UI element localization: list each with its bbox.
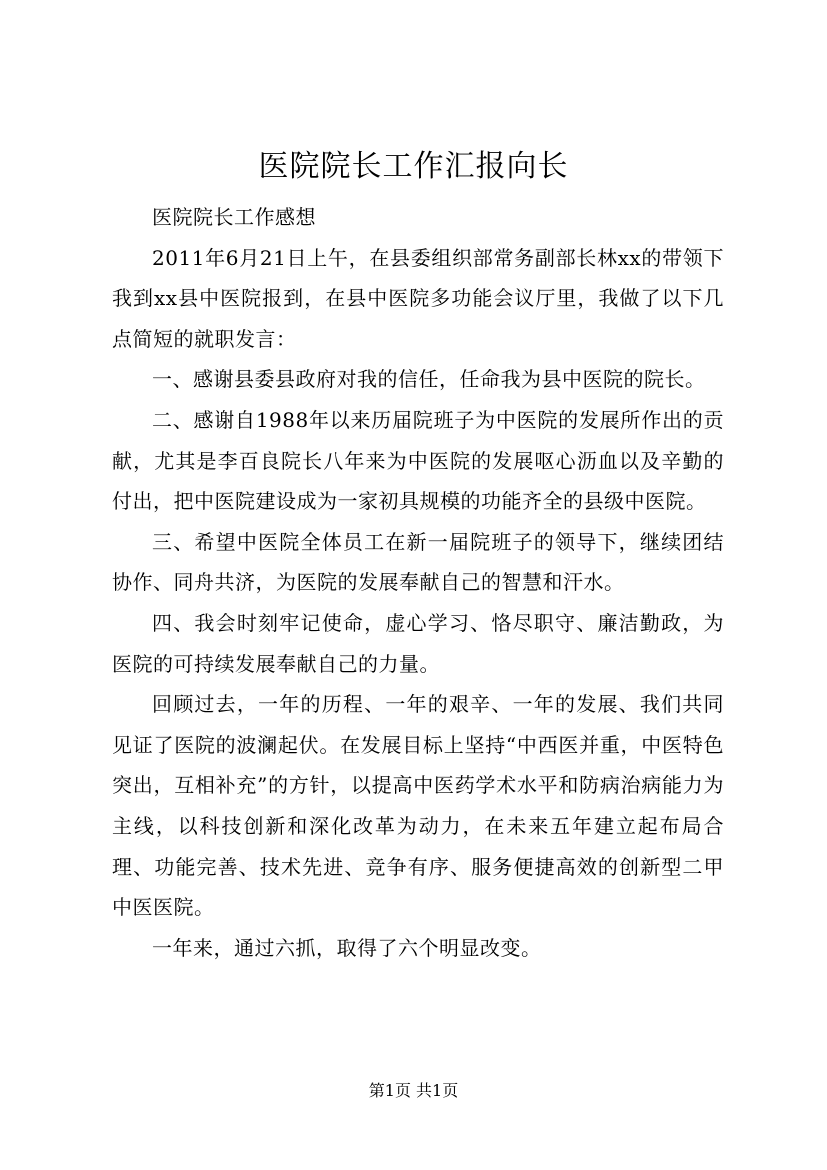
paragraph-point-1: 一、感谢县委县政府对我的信任，任命我为县中医院的院长。 [152,367,706,392]
paragraph-intro: 2011年6月21日上午，在县委组织部常务副部长林xx的带领下我到xx县中医院报到，在县中医院多功能会议厅里，我做了以下几点简短的就职发言： [112,245,724,351]
paragraph-subtitle: 医院院长工作感想 [152,205,316,229]
paragraph-point-4: 四、我会时刻牢记使命，虚心学习、恪尽职守、廉洁勤政，为医院的可持续发展奉献自己的力量。 [112,610,724,676]
document-body [112,197,724,968]
page-number-footer: 第1页 共1页 [368,1081,459,1100]
document-title: 医院院长工作汇报向长 [258,149,569,184]
paragraph-review: 回顾过去，一年的历程、一年的艰辛、一年的发展、我们共同见证了医院的波澜起伏。在发展目标上坚持“中西医并重，中医特色突出，互相补充”的方针，以提高中医药学术水平和防病治病能力为主线，以科技创新和深化改革为动力，在未来五年建立起布局合理、功能完善、技术先进、竞争有序、服务便捷高效的创新型二甲中医医院。 [112,692,724,920]
paragraph-point-2: 二、感谢自1988年以来历届院班子为中医院的发展所作出的贡献，尤其是李百良院长八年来为中医院的发展呕心沥血以及辛勤的付出，把中医院建设成为一家初具规模的功能齐全的县级中医院。 [112,407,724,514]
paragraph-point-3: 三、希望中医院全体员工在新一届院班子的领导下，继续团结协作、同舟共济，为医院的发展奉献自己的智慧和汗水。 [112,529,724,595]
paragraph-summary: 一年来，通过六抓，取得了六个明显改变。 [152,935,542,960]
